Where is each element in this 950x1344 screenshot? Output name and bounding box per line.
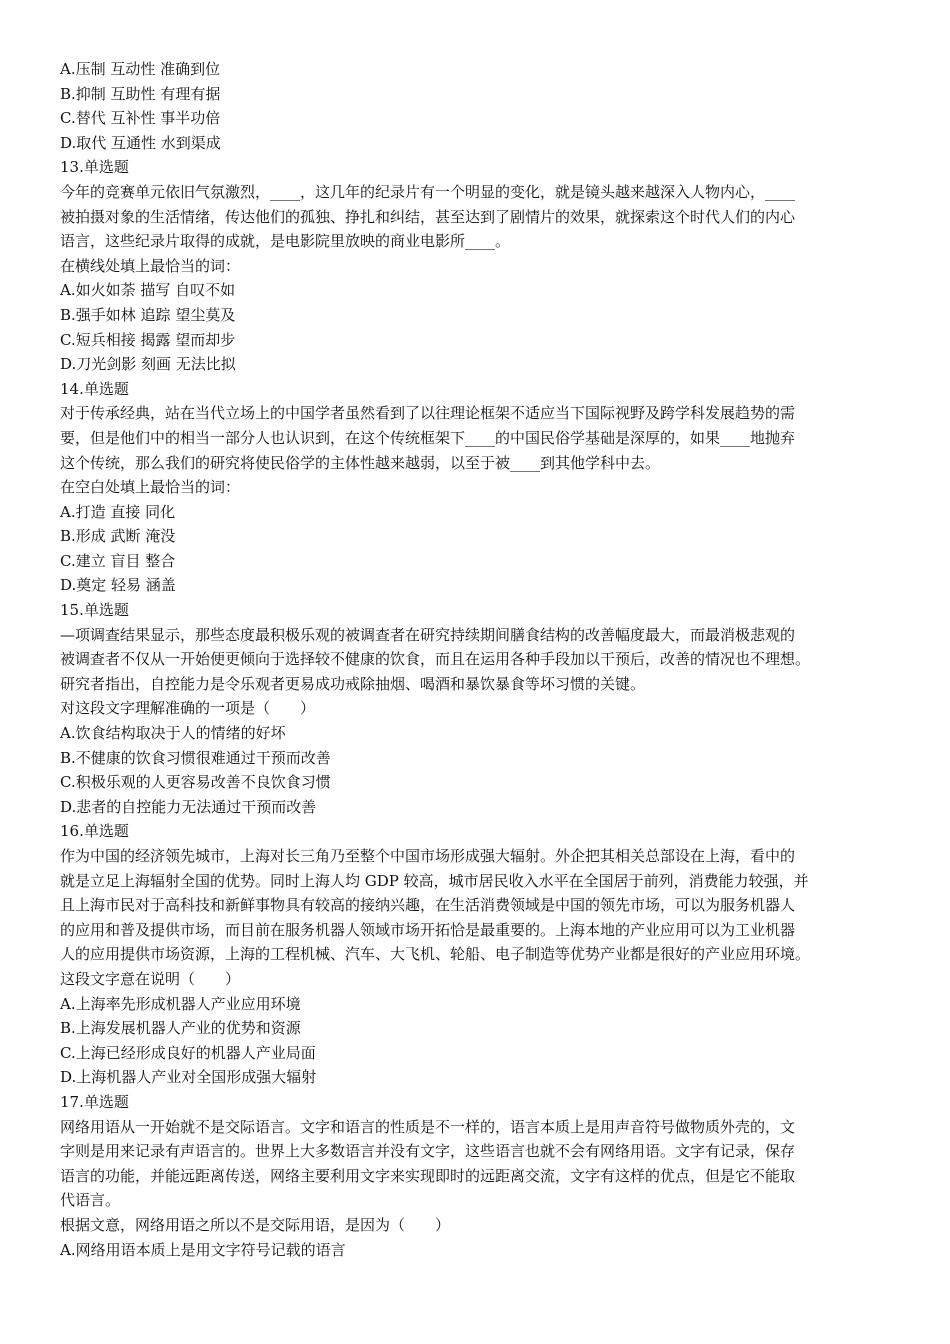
question-number: 13.单选题 [60,158,129,177]
question-prompt: 对这段文字理解准确的一项是（ ） [60,699,316,718]
question-passage [60,623,894,697]
question-prompt: 这段文字意在说明（ ） [60,969,241,988]
question-passage [60,180,894,254]
question-prompt: 根据文意，网络用语之所以不是交际用语，是因为（ ） [60,1215,451,1234]
passage-line: 研究者指出，自控能力是令乐观者更易成功戒除抽烟、喝酒和暴饮暴食等坏习惯的关键。 [60,674,646,693]
option-d: D.奠定 轻易 涵盖 [60,576,176,595]
option-a: A.上海率先形成机器人产业应用环境 [60,994,301,1013]
option-b: B.上海发展机器人产业的优势和资源 [60,1019,301,1038]
option-a: A.打造 直接 同化 [60,502,176,521]
option-b: B.抑制 互助性 有理有据 [60,84,221,103]
option-b: B.形成 武断 淹没 [60,527,176,546]
passage-line: 这个传统，那么我们的研究将使民俗学的主体性越来越弱，以至于被____到其他学科中去。 [60,453,661,472]
passage-line: 网络用语从一开始就不是交际语言。文字和语言的性质是不一样的，语言本质上是用声音符号做物质外壳的，文 [60,1117,796,1136]
prev-question-options [60,57,894,155]
option-c: C.短兵相接 揭露 望而却步 [60,330,236,349]
option-a: A.饮食结构取决于人的情绪的好坏 [60,724,286,743]
passage-line: —项调查结果显示，那些态度最积极乐观的被调查者在研究持续期间膳食结构的改善幅度最大，而最消极悲观的 [60,625,796,644]
question-17 [60,1090,894,1262]
question-prompt: 在横线处填上最恰当的词： [60,256,241,275]
question-number: 17.单选题 [60,1092,129,1111]
question-16 [60,819,894,1090]
option-c: C.积极乐观的人更容易改善不良饮食习惯 [60,773,331,792]
option-c: C.建立 盲目 整合 [60,551,176,570]
question-14 [60,377,894,598]
passage-line: 的应用和普及提供市场，而目前在服务机器人领域市场开拓恰是最重要的。上海本地的产业应用可以为工业机器 [60,920,796,939]
option-d: D.悲者的自控能力无法通过干预而改善 [60,797,317,816]
passage-line: 作为中国的经济领先城市，上海对长三角乃至整个中国市场形成强大辐射。外企把其相关总部设在上海，看中的 [60,847,796,865]
option-b: B.强手如林 追踪 望尘莫及 [60,305,236,324]
option-d: D.上海机器人产业对全国形成强大辐射 [60,1068,317,1087]
passage-line: 被拍摄对象的生活情绪，传达他们的孤独、挣扎和纠结，甚至达到了剧情片的效果，就探索这个时代人们的内心 [60,207,796,226]
passage-line: 被调查者不仅从一开始便更倾向于选择较不健康的饮食，而且在运用各种手段加以干预后，改善的情况也不理想。 [60,650,811,669]
question-prompt: 在空白处填上最恰当的词： [60,478,241,497]
passage-line: 今年的竞赛单元依旧气氛激烈，____，这几年的纪录片有一个明显的变化，就是镜头越来越深入人物内心，____ [60,182,796,201]
passage-line: 字则是用来记录有声语言的。世界上大多数语言并没有文字，这些语言也就不会有网络用语。文字有记录，保存 [60,1142,796,1161]
question-number: 15.单选题 [60,601,129,620]
question-15 [60,598,894,819]
option-d: D.刀光剑影 刻画 无法比拟 [60,355,236,374]
document-page [60,57,894,1262]
passage-line: 对于传承经典，站在当代立场上的中国学者虽然看到了以往理论框架不适应当下国际视野及跨学科发展趋势的需 [60,404,796,423]
passage-line: 要，但是他们中的相当一部分人也认识到，在这个传统框架下____的中国民俗学基础是深厚的，如果____地抛弃 [60,428,796,447]
passage-line: 语言，这些纪录片取得的成就，是电影院里放映的商业电影所____。 [60,232,511,251]
question-number: 16.单选题 [60,822,129,841]
option-b: B.不健康的饮食习惯很难通过干预而改善 [60,748,331,767]
option-c: C.替代 互补性 事半功倍 [60,109,221,128]
passage-line: 语言的功能，并能远距离传送，网络主要利用文字来实现即时的远距离交流，文字有这样的优点，但是它不能取 [60,1166,796,1185]
passage-line: 人的应用提供市场资源，上海的工程机械、汽车、大飞机、轮船、电子制造等优势产业都是很好的产业应用环境。 [60,945,811,964]
question-passage [60,401,894,475]
option-a: A.压制 互动性 准确到位 [60,60,221,78]
passage-line: 就是立足上海辐射全国的优势。同时上海人均 GDP 较高，城市居民收入水平在全国居于前列，消费能力较强，并 [60,871,809,890]
question-number: 14.单选题 [60,379,129,398]
option-c: C.上海已经形成良好的机器人产业局面 [60,1043,316,1062]
passage-line: 且上海市民对于高科技和新鲜事物具有较高的接纳兴趣，在生活消费领域是中国的领先市场，可以为服务机器人 [60,896,796,915]
question-13 [60,155,894,376]
option-a: A.如火如荼 描写 自叹不如 [60,281,236,300]
passage-line: 代语言。 [60,1191,121,1210]
option-a: A.网络用语本质上是用文字符号记载的语言 [60,1240,346,1259]
option-d: D.取代 互通性 水到渠成 [60,133,221,152]
question-passage [60,844,894,967]
question-passage [60,1115,894,1213]
